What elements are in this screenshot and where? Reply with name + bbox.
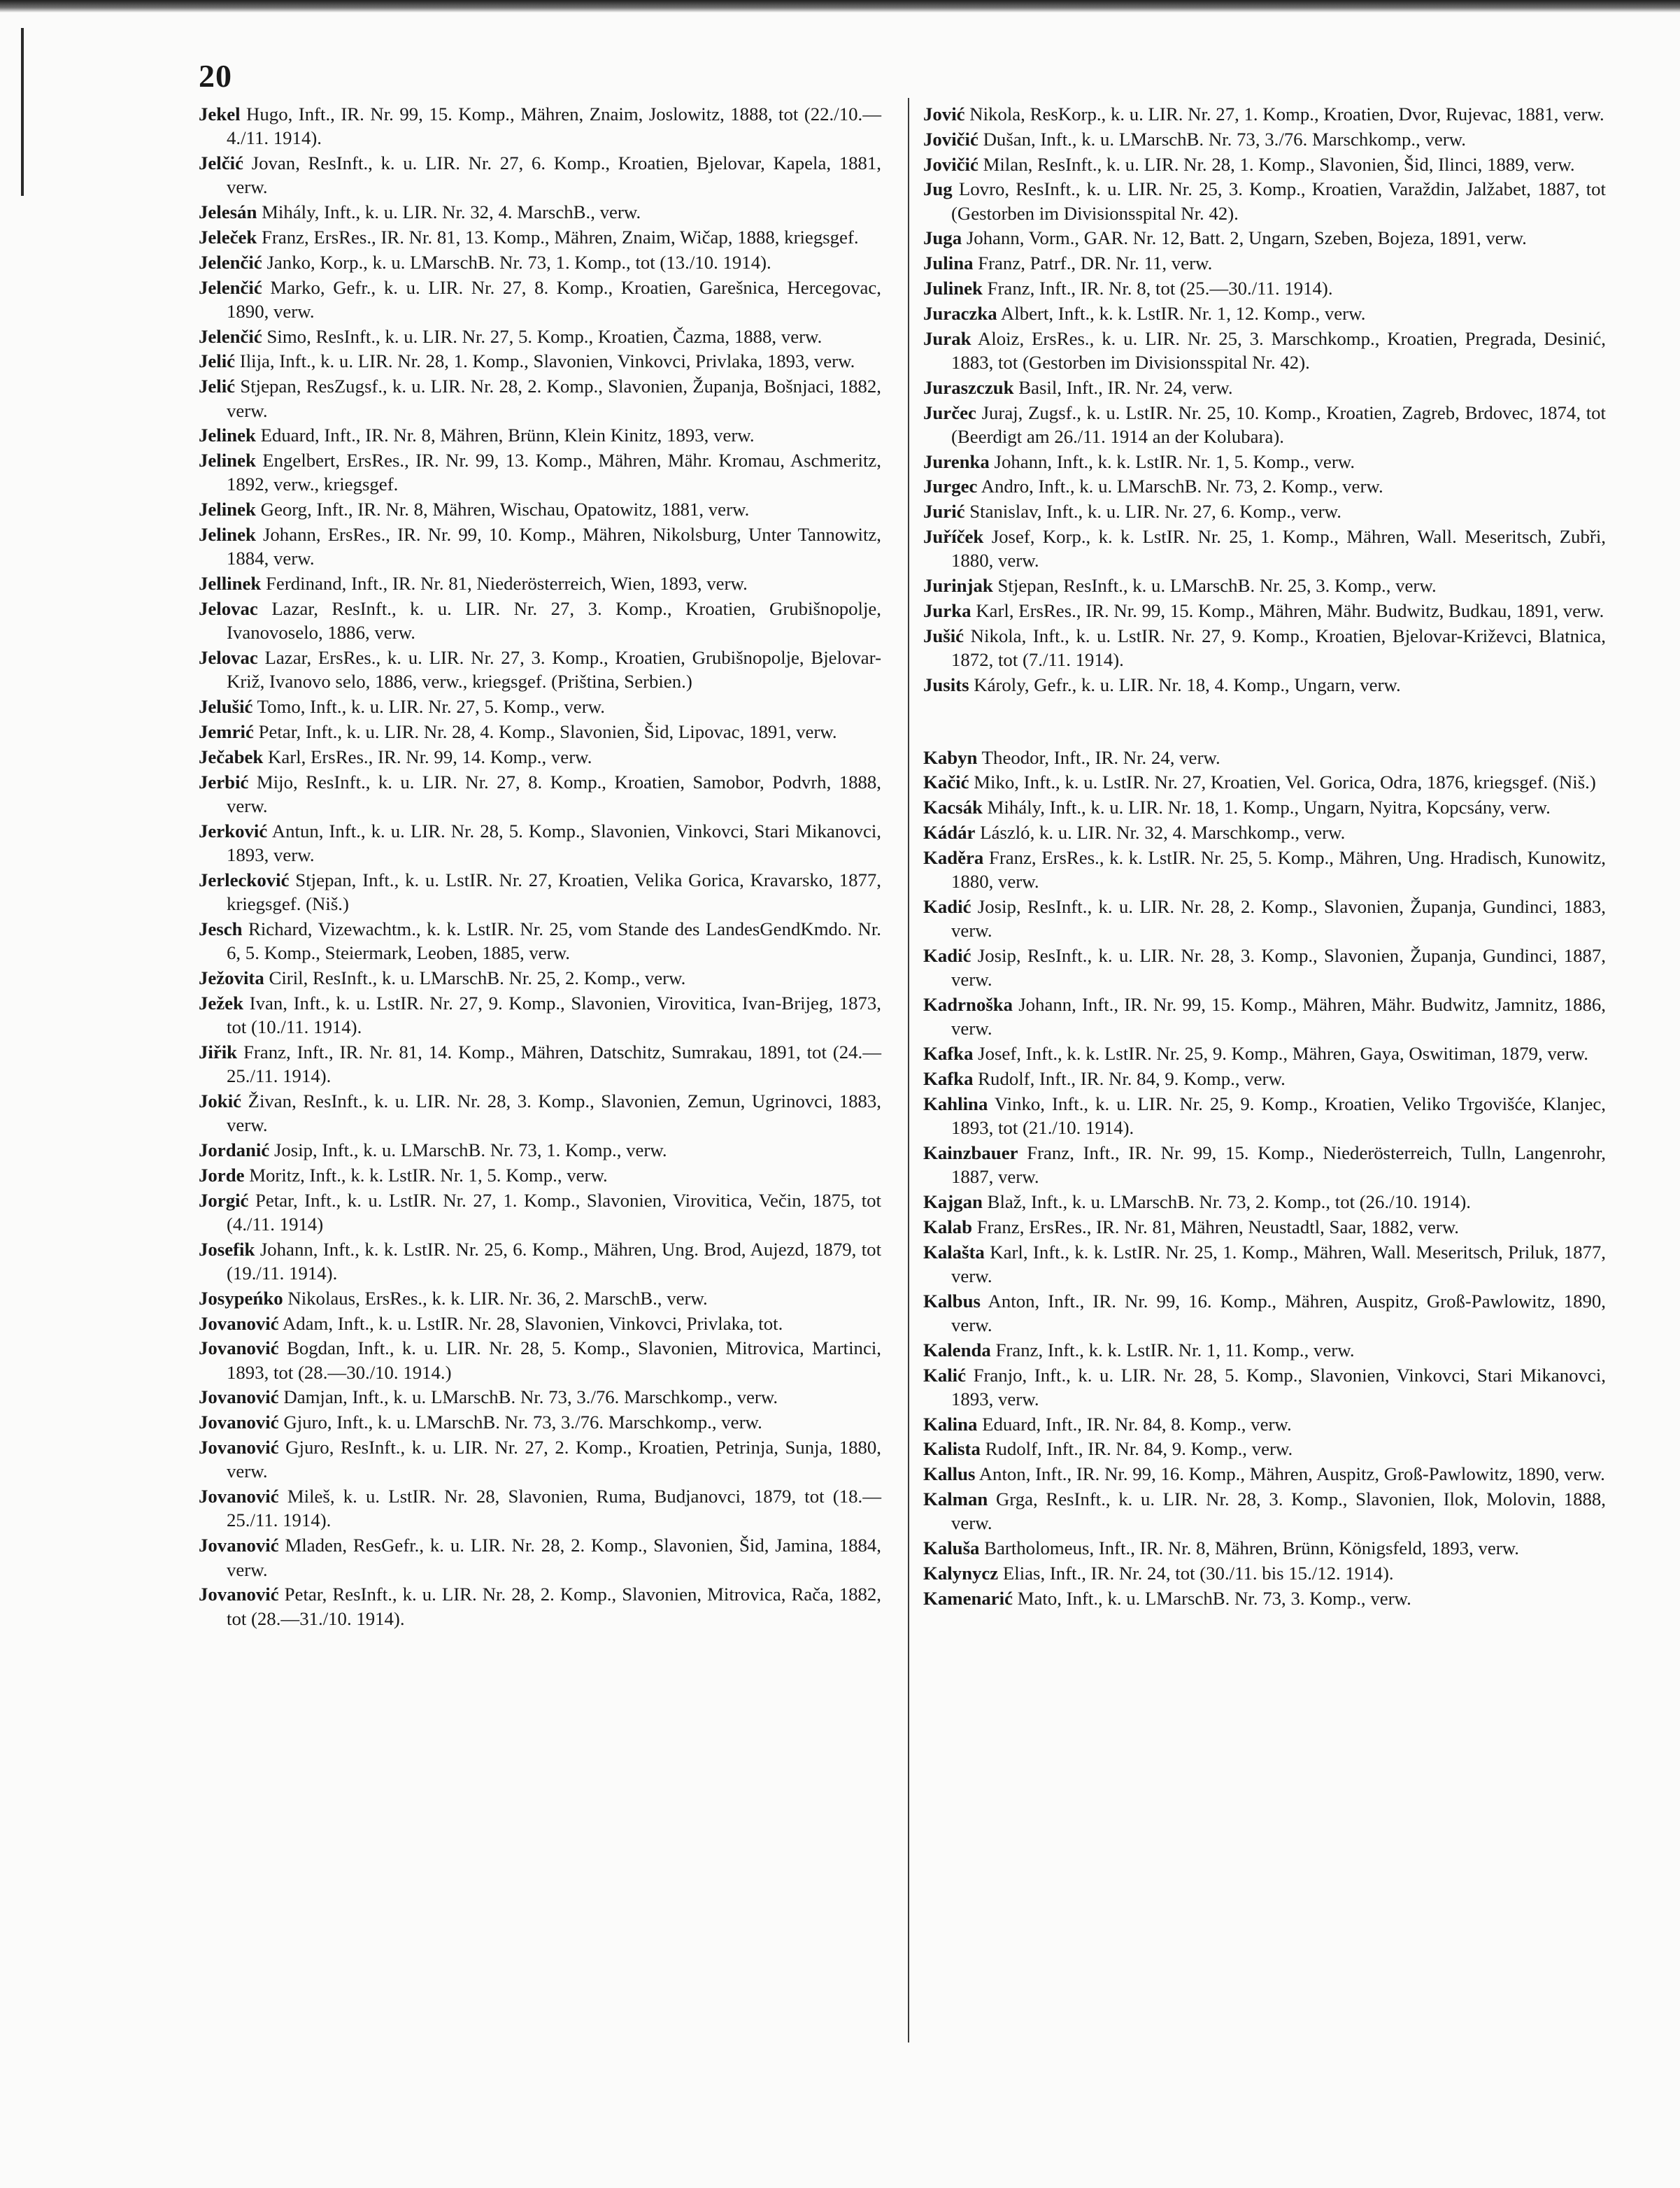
list-entry [923, 499, 1606, 523]
entry-surname: Jovanović [199, 1584, 279, 1605]
entry-surname: Jug [923, 178, 953, 200]
entry-surname: Kajgan [923, 1191, 983, 1212]
entry-surname: Kalenda [923, 1339, 991, 1361]
entry-surname: Jelčić [199, 152, 243, 174]
entry-surname: Jelinek [199, 450, 256, 471]
list-entry [923, 1240, 1606, 1288]
entry-details: Dušan, Inft., k. u. LMarschB. Nr. 73, 3./76. Marschkomp., verw. [983, 128, 1466, 150]
list-entry [923, 770, 1606, 794]
entry-details: Rudolf, Inft., IR. Nr. 84, 9. Komp., verw. [985, 1438, 1293, 1460]
entry-details: Franz, ErsRes., k. k. LstIR. Nr. 25, 5. Komp., Mähren, Ung. Hradisch, Kunowitz, 1880, verw. [951, 846, 1606, 893]
list-entry [199, 646, 881, 694]
list-entry [923, 1437, 1606, 1461]
list-entry [199, 745, 881, 769]
list-entry [199, 448, 881, 497]
right-entries-j [923, 102, 1606, 697]
entry-surname: Jelenčić [199, 276, 262, 298]
entry-surname: Jurić [923, 501, 965, 523]
list-entry [923, 1487, 1606, 1535]
right-column [923, 102, 1606, 1612]
list-entry [199, 571, 881, 595]
list-entry [923, 525, 1606, 573]
entry-surname: Juga [923, 227, 962, 249]
list-entry [199, 966, 881, 990]
list-entry [923, 102, 1606, 126]
list-entry [199, 1410, 881, 1434]
entry-surname: Jovanović [199, 1437, 279, 1458]
entry-surname: Kalab [923, 1216, 972, 1237]
list-entry [199, 1089, 881, 1137]
list-entry [923, 1092, 1606, 1140]
entry-surname: Jerbić [199, 771, 249, 793]
entry-details: Moritz, Inft., k. k. LstIR. Nr. 1, 5. Komp., verw. [249, 1164, 608, 1186]
column-divider [908, 98, 909, 2043]
entry-surname: Jelenčić [199, 251, 262, 273]
list-entry [923, 1042, 1606, 1065]
entry-surname: Jurenka [923, 450, 990, 472]
entry-details: Bogdan, Inft., k. u. LIR. Nr. 28, 5. Komp., Slavonien, Mitrovica, Martinci, 1893, tot (28.—30./10. 1914.) [227, 1337, 881, 1383]
entry-surname: Jurak [923, 327, 971, 349]
list-entry [923, 327, 1606, 375]
entry-details: Ivan, Inft., k. u. LstIR. Nr. 27, 9. Komp., Slavonien, Virovitica, Ivan-Brijeg, 1873, tot (10./11. 1914). [227, 992, 882, 1037]
entry-details: Ciril, ResInft., k. u. LMarschB. Nr. 25, 2. Komp., verw. [269, 967, 686, 988]
list-entry [199, 917, 881, 965]
list-entry [199, 695, 881, 718]
list-entry [199, 1435, 881, 1484]
list-entry [199, 1312, 881, 1335]
list-entry [199, 225, 881, 249]
entry-surname: Jovičić [923, 128, 978, 150]
list-entry [923, 127, 1606, 151]
entry-surname: Jovanović [199, 1486, 279, 1507]
list-entry [923, 1536, 1606, 1560]
entry-surname: Jurgec [923, 476, 978, 497]
entry-details: Albert, Inft., k. k. LstIR. Nr. 1, 12. Komp., verw. [1000, 302, 1366, 324]
list-entry [199, 597, 881, 645]
entry-surname: Kalynycz [923, 1562, 999, 1584]
entry-details: Marko, Gefr., k. u. LIR. Nr. 27, 8. Komp., Kroatien, Garešnica, Hercegovac, 1890, verw. [227, 276, 881, 322]
entry-details: Franz, Patrf., DR. Nr. 11, verw. [978, 253, 1213, 274]
entry-details: Petar, Inft., k. u. LIR. Nr. 28, 4. Komp., Slavonien, Šid, Lipovac, 1891, verw. [258, 720, 837, 742]
entry-surname: Kabyn [923, 746, 978, 768]
list-entry [199, 1336, 881, 1384]
list-entry [923, 673, 1606, 697]
list-entry [199, 200, 881, 224]
entry-details: Bartholomeus, Inft., IR. Nr. 8, Mähren, Brünn, Königsfeld, 1893, verw. [984, 1537, 1519, 1559]
entry-details: Grga, ResInft., k. u. LIR. Nr. 28, 3. Komp., Slavonien, Ilok, Molovin, 1888, verw. [951, 1489, 1606, 1534]
list-entry [923, 1190, 1606, 1214]
entry-surname: Kalić [923, 1364, 967, 1386]
entry-surname: Jelinek [199, 499, 256, 520]
list-entry [923, 1363, 1606, 1412]
entry-details: Blaž, Inft., k. u. LMarschB. Nr. 73, 2. Komp., tot (26./10. 1914). [987, 1191, 1472, 1212]
list-entry [923, 177, 1606, 225]
entry-surname: Juraczka [923, 302, 997, 324]
entry-surname: Kafka [923, 1067, 974, 1089]
entry-surname: Jovanović [199, 1386, 279, 1408]
list-entry [923, 944, 1606, 992]
list-entry [199, 868, 881, 916]
entry-details: Adam, Inft., k. u. LstIR. Nr. 28, Slavonien, Vinkovci, Privlaka, tot. [282, 1312, 783, 1334]
entry-details: Johann, ErsRes., IR. Nr. 99, 10. Komp., Mähren, Nikolsburg, Unter Tannowitz, 1884, verw. [227, 524, 881, 569]
entry-surname: Jurčec [923, 402, 976, 423]
list-entry [199, 523, 881, 571]
list-entry [199, 1163, 881, 1187]
list-entry [199, 102, 881, 150]
entry-surname: Jemrić [199, 720, 254, 742]
entry-surname: Kainzbauer [923, 1142, 1018, 1163]
list-entry [199, 1237, 881, 1286]
entry-details: Engelbert, ErsRes., IR. Nr. 99, 13. Komp., Mähren, Mähr. Kromau, Aschmeritz, 1892, verw., kriegsgef. [227, 450, 882, 495]
entry-details: Ferdinand, Inft., IR. Nr. 81, Niederösterreich, Wien, 1893, verw. [266, 573, 748, 595]
entry-details: Franz, ErsRes., IR. Nr. 81, Mähren, Neustadtl, Saar, 1882, verw. [976, 1216, 1460, 1237]
entry-details: Nikola, Inft., k. u. LstIR. Nr. 27, 9. Komp., Kroatien, Bjelovar-Križevci, Blatnica, 1872, tot (7./11. 1914). [951, 625, 1606, 671]
entry-details: Franz, Inft., IR. Nr. 8, tot (25.—30./11. 1914). [987, 278, 1333, 299]
list-entry [923, 1412, 1606, 1436]
right-entries-k [923, 746, 1606, 1610]
list-entry [923, 1586, 1606, 1610]
entry-details: Mato, Inft., k. u. LMarschB. Nr. 73, 3. Komp., verw. [1017, 1587, 1411, 1609]
entry-details: Johann, Inft., k. k. LstIR. Nr. 25, 6. Komp., Mähren, Ung. Brod, Aujezd, 1879, tot (19./11. 1914). [227, 1238, 882, 1284]
entry-details: Petar, Inft., k. u. LstIR. Nr. 27, 1. Komp., Slavonien, Virovitica, Večin, 1875, tot (4./11. 1914) [227, 1189, 881, 1235]
list-entry [199, 1484, 881, 1533]
entry-surname: Kadrnoška [923, 994, 1013, 1016]
entry-details: Josef, Inft., k. k. LstIR. Nr. 25, 9. Komp., Mähren, Gaya, Oswitiman, 1879, verw. [978, 1043, 1588, 1065]
entry-details: Stanislav, Inft., k. u. LIR. Nr. 27, 6. Komp., verw. [969, 501, 1341, 523]
list-entry [923, 993, 1606, 1041]
entry-details: Stjepan, ResInft., k. u. LMarschB. Nr. 25, 3. Komp., verw. [997, 575, 1437, 597]
list-entry [199, 1582, 881, 1631]
entry-details: Richard, Vizewachtm., k. k. LstIR. Nr. 25, vom Stande des LandesGendKmdo. Nr. 6, 5. Komp., Steiermark, Leoben, 1885, verw. [227, 918, 881, 964]
entry-surname: Ježovita [199, 967, 264, 988]
entry-surname: Julina [923, 253, 974, 274]
list-entry [199, 1385, 881, 1409]
entry-details: Miko, Inft., k. u. LstIR. Nr. 27, Kroatien, Vel. Gorica, Odra, 1876, kriegsgef. (Niš.) [974, 772, 1596, 793]
list-entry [923, 746, 1606, 769]
entry-details: Mihály, Inft., k. u. LIR. Nr. 18, 1. Komp., Ungarn, Nyitra, Kopcsány, verw. [987, 797, 1551, 818]
entry-surname: Kadić [923, 895, 971, 917]
entry-surname: Kalina [923, 1413, 978, 1435]
entry-details: Ilija, Inft., k. u. LIR. Nr. 28, 1. Komp., Slavonien, Vinkovci, Privlaka, 1893, verw. [239, 350, 855, 372]
entry-details: Johann, Inft., IR. Nr. 99, 15. Komp., Mähren, Mähr. Budwitz, Jamnitz, 1886, verw. [951, 994, 1606, 1039]
entry-details: Juraj, Zugsf., k. u. LstIR. Nr. 25, 10. Komp., Kroatien, Zagreb, Brdovec, 1874, tot (Beerdigt am 26./11. 1914 an der Kolubara). [951, 402, 1606, 447]
entry-surname: Jelinek [199, 425, 256, 446]
entry-surname: Ječabek [199, 746, 264, 767]
list-entry [923, 820, 1606, 844]
list-entry [923, 301, 1606, 325]
entry-details: Eduard, Inft., IR. Nr. 8, Mähren, Brünn, Klein Kinitz, 1893, verw. [260, 425, 755, 446]
entry-details: Franz, ErsRes., IR. Nr. 81, 13. Komp., Mähren, Znaim, Wičap, 1888, kriegsgef. [262, 226, 859, 248]
entry-surname: Kaluša [923, 1537, 980, 1559]
list-entry [199, 1138, 881, 1162]
list-entry [923, 376, 1606, 399]
entry-details: Johann, Vorm., GAR. Nr. 12, Batt. 2, Ungarn, Szeben, Bojeza, 1891, verw. [966, 227, 1527, 249]
list-entry [923, 251, 1606, 275]
entry-details: László, k. u. LIR. Nr. 32, 4. Marschkomp., verw. [980, 822, 1346, 844]
left-column [199, 102, 881, 1631]
entry-surname: Josypeńko [199, 1287, 283, 1309]
list-entry [923, 599, 1606, 623]
entry-details: Tomo, Inft., k. u. LIR. Nr. 27, 5. Komp., verw. [257, 696, 605, 718]
list-entry [923, 450, 1606, 474]
entry-details: Lazar, ResInft., k. u. LIR. Nr. 27, 3. Komp., Kroatien, Grubišnopolje, Ivanovoselo, 1886, verw. [227, 597, 881, 644]
entry-surname: Jelić [199, 376, 236, 397]
entry-details: Franz, Inft., IR. Nr. 99, 15. Komp., Niederösterreich, Tulln, Langenrohr, 1887, verw. [951, 1142, 1606, 1188]
entry-surname: Jeleček [199, 226, 257, 248]
list-entry [199, 151, 881, 199]
entry-details: Karl, ErsRes., IR. Nr. 99, 15. Komp., Mähren, Mähr. Budwitz, Budkau, 1891, verw. [976, 599, 1604, 621]
entry-details: Vinko, Inft., k. u. LIR. Nr. 25, 9. Komp., Kroatien, Veliko Trgovišće, Klanjec, 1893, tot (21./10. 1914). [951, 1093, 1606, 1139]
entry-surname: Jorgić [199, 1189, 249, 1211]
list-entry [923, 1462, 1606, 1486]
list-entry [923, 226, 1606, 250]
page-number: 20 [199, 58, 232, 94]
entry-details: Damjan, Inft., k. u. LMarschB. Nr. 73, 3./76. Marschkomp., verw. [283, 1386, 778, 1408]
list-entry [199, 250, 881, 274]
entry-details: Nikola, ResKorp., k. u. LIR. Nr. 27, 1. Komp., Kroatien, Dvor, Rujevac, 1881, verw. [969, 104, 1604, 125]
entry-details: Jovan, ResInft., k. u. LIR. Nr. 27, 6. Komp., Kroatien, Bjelovar, Kapela, 1881, verw. [227, 152, 882, 198]
list-entry [923, 846, 1606, 894]
entry-details: Josip, ResInft., k. u. LIR. Nr. 28, 3. Komp., Slavonien, Županja, Gundinci, 1887, verw. [951, 945, 1606, 990]
list-entry [923, 1067, 1606, 1091]
list-entry [923, 624, 1606, 672]
entry-details: Andro, Inft., k. u. LMarschB. Nr. 73, 2. Komp., verw. [981, 476, 1383, 497]
entry-surname: Kalašta [923, 1241, 985, 1263]
entry-details: Rudolf, Inft., IR. Nr. 84, 9. Komp., verw. [978, 1067, 1286, 1089]
entry-surname: Jelinek [199, 524, 256, 546]
entry-surname: Jelić [199, 350, 236, 372]
list-entry [199, 374, 881, 422]
entry-details: Simo, ResInft., k. u. LIR. Nr. 27, 5. Komp., Kroatien, Čazma, 1888, verw. [266, 325, 823, 347]
entry-details: Lazar, ErsRes., k. u. LIR. Nr. 27, 3. Komp., Kroatien, Grubišnopolje, Bjelovar-Križ, Ivanovo selo, 1886, verw., kriegsgef. (Priština, Serbien.) [227, 647, 881, 692]
entry-details: Mihály, Inft., k. u. LIR. Nr. 32, 4. MarschB., verw. [262, 201, 641, 223]
list-entry [199, 1188, 881, 1237]
list-entry [923, 1338, 1606, 1362]
entry-details: Gjuro, ResInft., k. u. LIR. Nr. 27, 2. Komp., Kroatien, Petrinja, Sunja, 1880, verw. [227, 1437, 881, 1482]
entry-surname: Jušić [923, 625, 964, 646]
entry-surname: Jekel [199, 104, 241, 125]
entry-surname: Jelesán [199, 201, 257, 223]
entry-details: Antun, Inft., k. u. LIR. Nr. 28, 5. Komp., Slavonien, Vinkovci, Stari Mikanovci, 1893, verw. [227, 820, 881, 865]
list-entry [923, 401, 1606, 449]
entry-surname: Kahlina [923, 1093, 988, 1114]
list-entry [199, 497, 881, 521]
entry-details: Eduard, Inft., IR. Nr. 84, 8. Komp., verw. [982, 1413, 1292, 1435]
entry-surname: Jusits [923, 674, 969, 695]
entry-details: Aloiz, ErsRes., k. u. LIR. Nr. 25, 3. Marschkomp., Kroatien, Pregrada, Desinić, 1883, tot (Gestorben im Divisionsspital Nr. 42). [951, 327, 1606, 373]
entry-details: Josef, Korp., k. k. LstIR. Nr. 25, 1. Komp., Mähren, Wall. Meseritsch, Zubři, 1880, verw. [951, 526, 1606, 571]
entry-surname: Jesch [199, 918, 243, 939]
entry-surname: Kallus [923, 1463, 976, 1485]
entry-surname: Jordanić [199, 1139, 270, 1160]
list-entry [923, 1215, 1606, 1239]
list-entry [199, 1533, 881, 1582]
entry-surname: Jorde [199, 1164, 245, 1186]
list-entry [923, 276, 1606, 300]
entry-details: Hugo, Inft., IR. Nr. 99, 15. Komp., Mähren, Znaim, Joslowitz, 1888, tot (22./10.—4./11. 1914). [227, 104, 881, 149]
list-entry [199, 349, 881, 373]
entry-details: Basil, Inft., IR. Nr. 24, verw. [1018, 376, 1233, 398]
entry-details: Janko, Korp., k. u. LMarschB. Nr. 73, 1. Komp., tot (13./10. 1914). [266, 251, 771, 273]
entry-surname: Jelovac [199, 597, 258, 619]
list-entry [199, 1040, 881, 1088]
entry-surname: Jovičić [923, 153, 978, 175]
entry-surname: Josefik [199, 1238, 255, 1260]
entry-surname: Jurinjak [923, 575, 993, 597]
entry-surname: Jurka [923, 599, 971, 621]
entry-details: Anton, Inft., IR. Nr. 99, 16. Komp., Mähren, Auspitz, Groß-Pawlowitz, 1890, verw. [978, 1463, 1605, 1485]
entry-surname: Jokić [199, 1090, 242, 1111]
entry-surname: Kalbus [923, 1290, 981, 1312]
list-entry [199, 991, 881, 1039]
entry-surname: Jovanović [199, 1412, 279, 1433]
list-entry [923, 474, 1606, 498]
entry-surname: Jerlecković [199, 869, 290, 890]
entry-surname: Jelovac [199, 647, 258, 669]
entry-surname: Kacsák [923, 797, 983, 818]
scan-shadow-top [0, 0, 1680, 13]
entry-surname: Jovanović [199, 1535, 279, 1556]
entry-details: Mileš, k. u. LstIR. Nr. 28, Slavonien, Ruma, Budjanovci, 1879, tot (18.—25./11. 1914). [227, 1486, 881, 1531]
entry-surname: Jelušić [199, 696, 253, 718]
entry-details: Mijo, ResInft., k. u. LIR. Nr. 27, 8. Komp., Kroatien, Samobor, Podvrh, 1888, verw. [227, 771, 881, 816]
scan-shadow-left [21, 28, 24, 196]
list-entry [923, 895, 1606, 943]
entry-surname: Kalista [923, 1438, 981, 1460]
entry-details: Karl, ErsRes., IR. Nr. 99, 14. Komp., verw. [268, 746, 592, 767]
list-entry [923, 1561, 1606, 1585]
entry-details: Živan, ResInft., k. u. LIR. Nr. 28, 3. Komp., Slavonien, Zemun, Ugrinovci, 1883, verw. [227, 1090, 881, 1136]
entry-surname: Kačić [923, 772, 969, 793]
list-entry [923, 1289, 1606, 1337]
entry-surname: Jelenčić [199, 325, 262, 347]
entry-details: Elias, Inft., IR. Nr. 24, tot (30./11. bis 15./12. 1914). [1002, 1562, 1394, 1584]
entry-details: Stjepan, ResZugsf., k. u. LIR. Nr. 28, 2. Komp., Slavonien, Županja, Bošnjaci, 1882, verw. [227, 376, 881, 421]
entry-details: Nikolaus, ErsRes., k. k. LIR. Nr. 36, 2. MarschB., verw. [287, 1287, 708, 1309]
entry-details: Josip, ResInft., k. u. LIR. Nr. 28, 2. Komp., Slavonien, Županja, Gundinci, 1883, verw. [951, 895, 1606, 942]
left-entries [199, 102, 881, 1631]
list-entry [199, 1286, 881, 1310]
entry-surname: Jiřik [199, 1041, 238, 1063]
list-entry [199, 720, 881, 744]
entry-surname: Juříček [923, 526, 984, 548]
entry-details: Johann, Inft., k. k. LstIR. Nr. 1, 5. Komp., verw. [994, 450, 1355, 472]
entry-details: Franjo, Inft., k. u. LIR. Nr. 28, 5. Komp., Slavonien, Vinkovci, Stari Mikanovci, 1893, verw. [951, 1364, 1606, 1409]
entry-details: Karl, Inft., k. k. LstIR. Nr. 25, 1. Komp., Mähren, Wall. Meseritsch, Priluk, 1877, verw. [951, 1241, 1606, 1286]
entry-details: Petar, ResInft., k. u. LIR. Nr. 28, 2. Komp., Slavonien, Mitrovica, Rača, 1882, tot (28.—31./10. 1914). [227, 1584, 881, 1629]
entry-details: Theodor, Inft., IR. Nr. 24, verw. [981, 746, 1220, 768]
entry-details: Josip, Inft., k. u. LMarschB. Nr. 73, 1. Komp., verw. [273, 1139, 667, 1160]
entry-surname: Jerković [199, 820, 268, 841]
list-entry [923, 795, 1606, 819]
entry-details: Stjepan, Inft., k. u. LstIR. Nr. 27, Kroatien, Velika Gorica, Kravarsko, 1877, kriegsgef. (Niš.) [227, 869, 881, 914]
entry-details: Mladen, ResGefr., k. u. LIR. Nr. 28, 2. Komp., Slavonien, Šid, Jamina, 1884, verw. [227, 1535, 881, 1580]
section-gap [923, 698, 1606, 746]
entry-surname: Juraszczuk [923, 376, 1014, 398]
entry-surname: Julinek [923, 278, 983, 299]
entry-surname: Ježek [199, 992, 243, 1014]
entry-surname: Jovanović [199, 1337, 279, 1359]
entry-details: Milan, ResInft., k. u. LIR. Nr. 28, 1. Komp., Slavonien, Šid, Ilinci, 1889, verw. [983, 153, 1575, 175]
entry-details: Anton, Inft., IR. Nr. 99, 16. Komp., Mähren, Auspitz, Groß-Pawlowitz, 1890, verw. [951, 1290, 1606, 1335]
list-entry [923, 152, 1606, 176]
entry-surname: Kádár [923, 822, 976, 844]
entry-surname: Kaděra [923, 846, 984, 868]
entry-surname: Kalman [923, 1489, 988, 1510]
entry-details: Károly, Gefr., k. u. LIR. Nr. 18, 4. Komp., Ungarn, verw. [974, 674, 1401, 695]
list-entry [923, 574, 1606, 597]
list-entry [199, 325, 881, 348]
entry-surname: Kamenarić [923, 1587, 1013, 1609]
entry-surname: Kafka [923, 1043, 974, 1065]
entry-details: Georg, Inft., IR. Nr. 8, Mähren, Wischau, Opatowitz, 1881, verw. [260, 499, 750, 520]
entry-surname: Jellinek [199, 573, 262, 595]
list-entry [199, 819, 881, 867]
list-entry [199, 423, 881, 447]
entry-surname: Kadić [923, 945, 971, 966]
list-entry [199, 770, 881, 818]
entry-surname: Jović [923, 104, 965, 125]
entry-surname: Jovanović [199, 1312, 279, 1334]
list-entry [923, 1141, 1606, 1189]
entry-details: Franz, Inft., k. k. LstIR. Nr. 1, 11. Komp., verw. [995, 1339, 1355, 1361]
list-entry [199, 276, 881, 324]
entry-details: Lovro, ResInft., k. u. LIR. Nr. 25, 3. Komp., Kroatien, Varaždin, Jalžabet, 1887, tot (Gestorben im Divisionsspital Nr. 42). [951, 178, 1606, 224]
entry-details: Franz, Inft., IR. Nr. 81, 14. Komp., Mähren, Datschitz, Sumrakau, 1891, tot (24.—25./11. 1914). [227, 1041, 881, 1087]
entry-details: Gjuro, Inft., k. u. LMarschB. Nr. 73, 3./76. Marschkomp., verw. [283, 1412, 762, 1433]
